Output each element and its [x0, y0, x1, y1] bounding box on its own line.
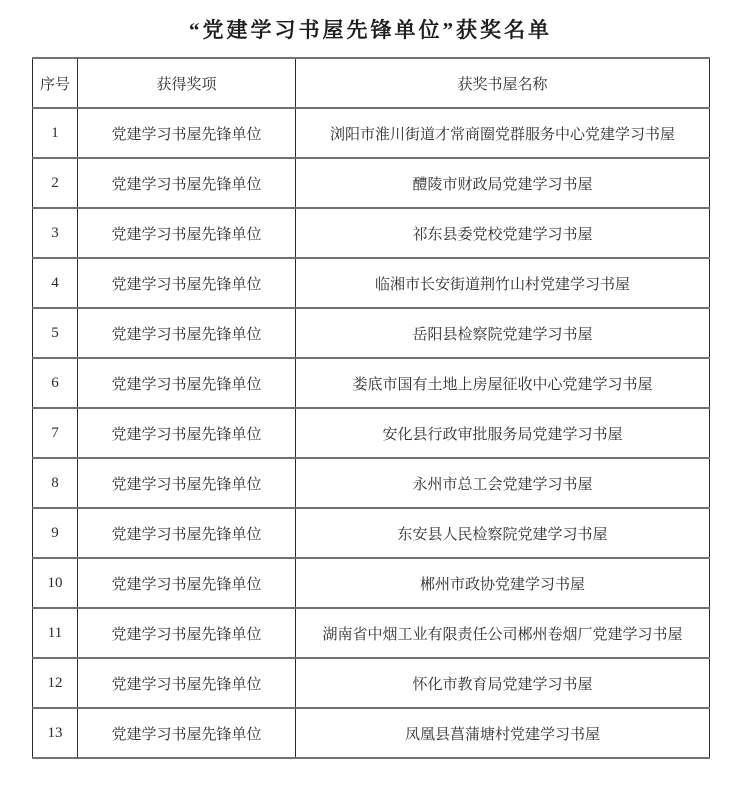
serial-cell: 2 [33, 158, 78, 208]
award-cell: 党建学习书屋先锋单位 [78, 608, 296, 658]
bookhouse-name-cell: 湖南省中烟工业有限责任公司郴州卷烟厂党建学习书屋 [296, 608, 710, 658]
page-title: “党建学习书屋先锋单位”获奖名单 [189, 18, 552, 42]
serial-cell: 6 [33, 358, 78, 408]
header-serial-number: 序号 [33, 58, 78, 108]
award-cell: 党建学习书屋先锋单位 [78, 358, 296, 408]
header-row [33, 58, 710, 108]
bookhouse-name-cell: 永州市总工会党建学习书屋 [296, 458, 710, 508]
serial-cell: 3 [33, 208, 78, 258]
table-row [33, 708, 710, 758]
award-cell: 党建学习书屋先锋单位 [78, 708, 296, 758]
award-cell: 党建学习书屋先锋单位 [78, 508, 296, 558]
serial-cell: 8 [33, 458, 78, 508]
award-cell: 党建学习书屋先锋单位 [78, 308, 296, 358]
bookhouse-name-cell: 东安县人民检察院党建学习书屋 [296, 508, 710, 558]
table-row [33, 408, 710, 458]
serial-cell: 11 [33, 608, 78, 658]
award-cell: 党建学习书屋先锋单位 [78, 558, 296, 608]
bookhouse-name-cell: 郴州市政协党建学习书屋 [296, 558, 710, 608]
award-cell: 党建学习书屋先锋单位 [78, 408, 296, 458]
serial-cell: 12 [33, 658, 78, 708]
bookhouse-name-cell: 醴陵市财政局党建学习书屋 [296, 158, 710, 208]
bookhouse-name-cell: 怀化市教育局党建学习书屋 [296, 658, 710, 708]
serial-cell: 10 [33, 558, 78, 608]
serial-cell: 1 [33, 108, 78, 158]
table-row [33, 258, 710, 308]
table-row [33, 208, 710, 258]
bookhouse-name-cell: 凤凰县菖蒲塘村党建学习书屋 [296, 708, 710, 758]
bookhouse-name-cell: 娄底市国有土地上房屋征收中心党建学习书屋 [296, 358, 710, 408]
table-row [33, 458, 710, 508]
serial-cell: 7 [33, 408, 78, 458]
serial-cell: 13 [33, 708, 78, 758]
award-cell: 党建学习书屋先锋单位 [78, 658, 296, 708]
table-row [33, 658, 710, 708]
serial-cell: 9 [33, 508, 78, 558]
award-cell: 党建学习书屋先锋单位 [78, 208, 296, 258]
award-cell: 党建学习书屋先锋单位 [78, 108, 296, 158]
award-cell: 党建学习书屋先锋单位 [78, 158, 296, 208]
table-row [33, 508, 710, 558]
bookhouse-name-cell: 祁东县委党校党建学习书屋 [296, 208, 710, 258]
serial-cell: 5 [33, 308, 78, 358]
award-cell: 党建学习书屋先锋单位 [78, 458, 296, 508]
table-row [33, 608, 710, 658]
award-table [32, 57, 710, 759]
table-row [33, 358, 710, 408]
header-bookhouse-name: 获奖书屋名称 [296, 58, 710, 108]
table-row [33, 308, 710, 358]
table-body [33, 108, 710, 758]
table-row [33, 158, 710, 208]
serial-cell: 4 [33, 258, 78, 308]
award-cell: 党建学习书屋先锋单位 [78, 258, 296, 308]
table-row [33, 108, 710, 158]
table-header [33, 58, 710, 108]
bookhouse-name-cell: 安化县行政审批服务局党建学习书屋 [296, 408, 710, 458]
bookhouse-name-cell: 岳阳县检察院党建学习书屋 [296, 308, 710, 358]
bookhouse-name-cell: 浏阳市淮川街道才常商圈党群服务中心党建学习书屋 [296, 108, 710, 158]
table-row [33, 558, 710, 608]
bookhouse-name-cell: 临湘市长安街道荆竹山村党建学习书屋 [296, 258, 710, 308]
header-award-received: 获得奖项 [78, 58, 296, 108]
